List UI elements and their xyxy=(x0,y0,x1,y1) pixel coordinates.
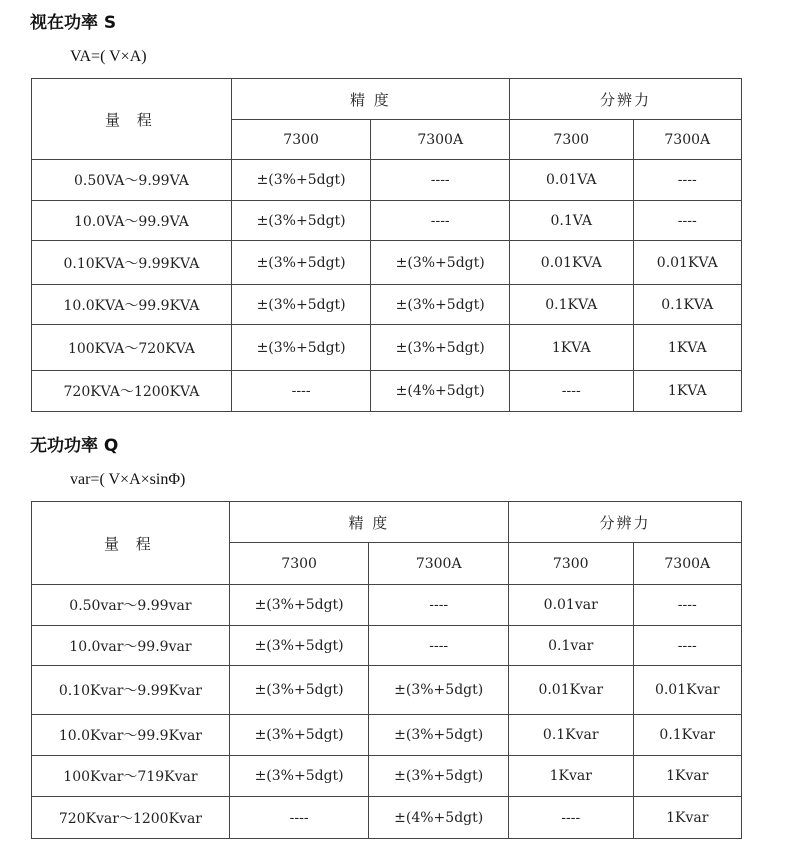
resolution-7300a-cell: ---- xyxy=(633,585,742,626)
header-precision-7300: 7300 xyxy=(231,120,371,160)
precision-7300-cell: ±(3%+5dgt) xyxy=(229,585,369,626)
range-cell: 0.50var～9.99var xyxy=(32,585,230,626)
resolution-7300-cell: 0.1KVA xyxy=(509,285,633,325)
precision-7300-cell: ±(3%+5dgt) xyxy=(231,201,371,241)
precision-7300a-cell: ±(3%+5dgt) xyxy=(369,756,509,797)
resolution-7300-cell: ---- xyxy=(508,797,633,839)
resolution-7300-cell: 0.1var xyxy=(508,626,633,666)
range-cell: 720KVA～1200KVA xyxy=(32,371,232,412)
range-cell: 0.50VA～9.99VA xyxy=(32,160,232,201)
precision-7300a-cell: ±(3%+5dgt) xyxy=(371,241,510,285)
header-resolution-7300a: 7300A xyxy=(633,120,742,160)
precision-7300-cell: ±(3%+5dgt) xyxy=(231,325,371,371)
resolution-7300a-cell: 1Kvar xyxy=(633,797,742,839)
range-cell: 100KVA～720KVA xyxy=(32,325,232,371)
range-cell: 100Kvar～719Kvar xyxy=(32,756,230,797)
precision-7300-cell: ---- xyxy=(231,371,371,412)
section-q-formula: var=( V×A×sinΦ) xyxy=(70,471,186,488)
reactive-power-table xyxy=(31,501,742,839)
precision-7300a-cell: ±(3%+5dgt) xyxy=(371,325,510,371)
table-row xyxy=(32,160,742,201)
precision-7300-cell: ±(3%+5dgt) xyxy=(229,715,369,756)
resolution-7300-cell: 0.01VA xyxy=(509,160,633,201)
resolution-7300a-cell: 1KVA xyxy=(633,325,742,371)
range-cell: 10.0VA～99.9VA xyxy=(32,201,232,241)
precision-7300-cell: ±(3%+5dgt) xyxy=(231,241,371,285)
resolution-7300a-cell: 1Kvar xyxy=(633,756,742,797)
precision-7300a-cell: ---- xyxy=(369,585,509,626)
precision-7300a-cell: ---- xyxy=(369,626,509,666)
header-resolution-7300a: 7300A xyxy=(633,543,742,585)
resolution-7300-cell: 0.01var xyxy=(508,585,633,626)
resolution-7300-cell: 0.01KVA xyxy=(509,241,633,285)
resolution-7300a-cell: 1KVA xyxy=(633,371,742,412)
header-resolution-7300: 7300 xyxy=(508,543,633,585)
resolution-7300a-cell: 0.1KVA xyxy=(633,285,742,325)
resolution-7300a-cell: ---- xyxy=(633,201,742,241)
resolution-7300a-cell: 0.1Kvar xyxy=(633,715,742,756)
table-row xyxy=(32,585,742,626)
table-row xyxy=(32,325,742,371)
range-cell: 10.0KVA～99.9KVA xyxy=(32,285,232,325)
resolution-7300a-cell: 0.01Kvar xyxy=(633,666,742,715)
header-precision-7300a: 7300A xyxy=(371,120,510,160)
precision-7300a-cell: ---- xyxy=(371,160,510,201)
table-row xyxy=(32,241,742,285)
header-range: 量 程 xyxy=(32,502,230,585)
precision-7300-cell: ---- xyxy=(229,797,369,839)
precision-7300-cell: ±(3%+5dgt) xyxy=(231,285,371,325)
range-cell: 10.0Kvar～99.9Kvar xyxy=(32,715,230,756)
precision-7300-cell: ±(3%+5dgt) xyxy=(231,160,371,201)
table-row xyxy=(32,666,742,715)
header-precision-7300: 7300 xyxy=(229,543,369,585)
section-s-formula: VA=( V×A) xyxy=(70,48,147,65)
apparent-power-table xyxy=(31,78,742,412)
resolution-7300-cell: 1KVA xyxy=(509,325,633,371)
resolution-7300-cell: 0.1Kvar xyxy=(508,715,633,756)
header-resolution: 分辨力 xyxy=(508,502,741,543)
resolution-7300a-cell: 0.01KVA xyxy=(633,241,742,285)
range-cell: 10.0var～99.9var xyxy=(32,626,230,666)
table-row xyxy=(32,797,742,839)
header-precision: 精 度 xyxy=(229,502,508,543)
header-resolution: 分辨力 xyxy=(509,79,741,120)
resolution-7300-cell: 0.01Kvar xyxy=(508,666,633,715)
table-row xyxy=(32,371,742,412)
resolution-7300-cell: 1Kvar xyxy=(508,756,633,797)
precision-7300a-cell: ±(3%+5dgt) xyxy=(369,715,509,756)
resolution-7300a-cell: ---- xyxy=(633,626,742,666)
precision-7300a-cell: ---- xyxy=(371,201,510,241)
precision-7300a-cell: ±(3%+5dgt) xyxy=(371,285,510,325)
precision-7300-cell: ±(3%+5dgt) xyxy=(229,626,369,666)
precision-7300-cell: ±(3%+5dgt) xyxy=(229,666,369,715)
range-cell: 720Kvar～1200Kvar xyxy=(32,797,230,839)
precision-7300-cell: ±(3%+5dgt) xyxy=(229,756,369,797)
section-q-heading: 无功功率 Q xyxy=(30,436,119,456)
header-precision: 精 度 xyxy=(231,79,509,120)
table-row xyxy=(32,715,742,756)
table-row xyxy=(32,626,742,666)
precision-7300a-cell: ±(4%+5dgt) xyxy=(371,371,510,412)
section-s-heading: 视在功率 S xyxy=(30,13,117,33)
table-row xyxy=(32,756,742,797)
header-resolution-7300: 7300 xyxy=(509,120,633,160)
header-precision-7300a: 7300A xyxy=(369,543,509,585)
table-row xyxy=(32,201,742,241)
precision-7300a-cell: ±(4%+5dgt) xyxy=(369,797,509,839)
range-cell: 0.10KVA～9.99KVA xyxy=(32,241,232,285)
precision-7300a-cell: ±(3%+5dgt) xyxy=(369,666,509,715)
table-row xyxy=(32,285,742,325)
range-cell: 0.10Kvar～9.99Kvar xyxy=(32,666,230,715)
resolution-7300a-cell: ---- xyxy=(633,160,742,201)
header-range: 量 程 xyxy=(32,79,232,160)
resolution-7300-cell: 0.1VA xyxy=(509,201,633,241)
resolution-7300-cell: ---- xyxy=(509,371,633,412)
